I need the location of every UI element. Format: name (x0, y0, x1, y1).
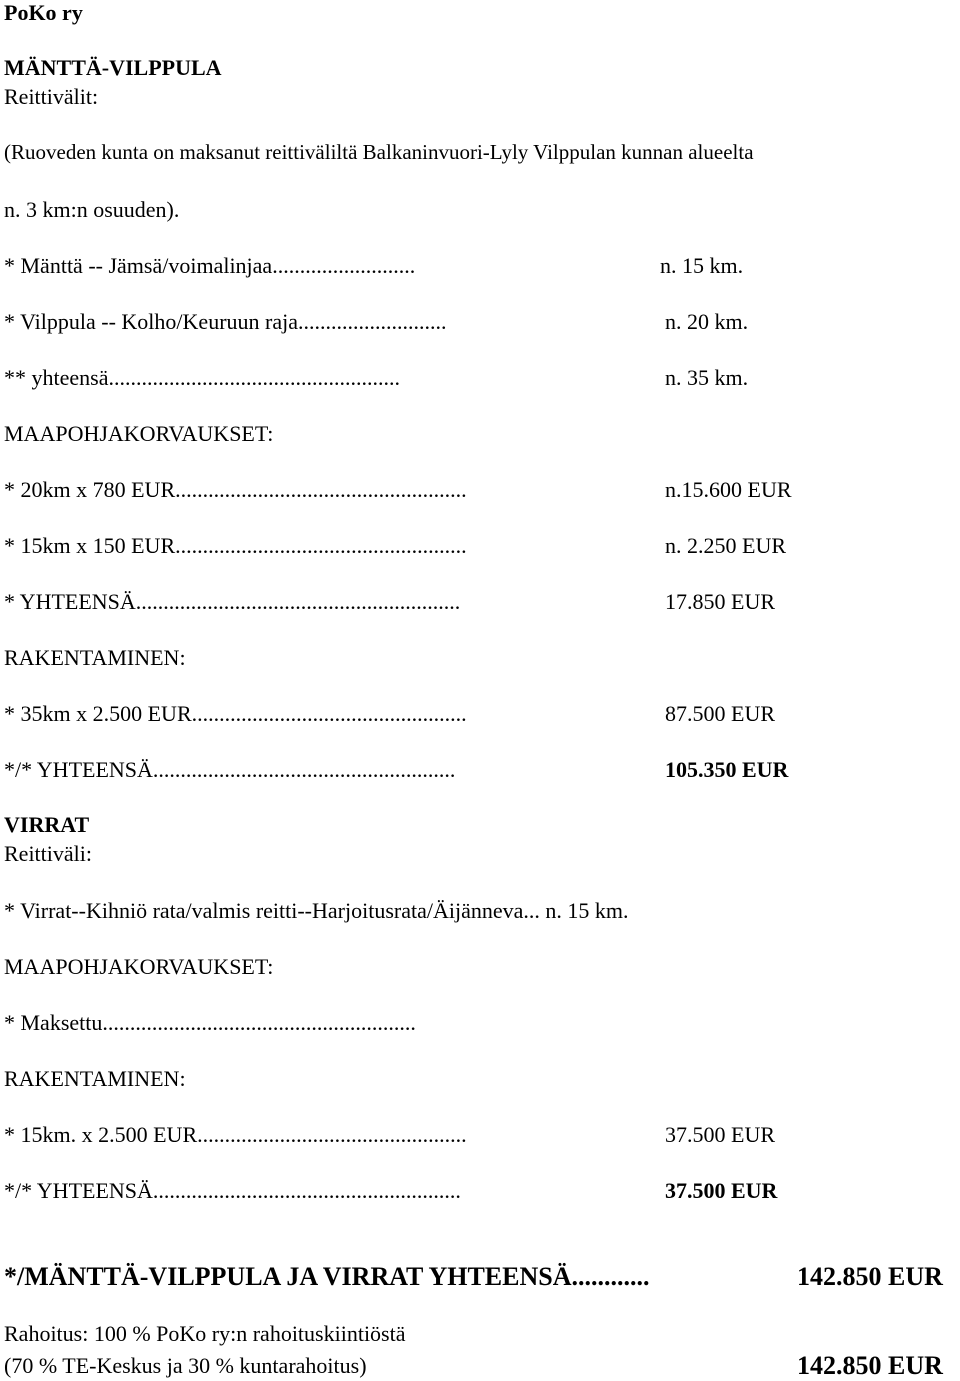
route-value: n. 35 km. (665, 365, 749, 390)
construction-label: * 35km x 2.500 EUR.................................................. (4, 701, 467, 726)
land-label: * 20km x 780 EUR..................................................... (4, 477, 467, 502)
note-line-2: n. 3 km:n osuuden). (4, 197, 180, 222)
route-value: n. 15 km. (660, 253, 744, 278)
land-compensation-heading: MAAPOHJAKORVAUKSET: (4, 421, 274, 446)
route-label: * Mänttä -- Jämsä/voimalinjaa.......................... (4, 253, 416, 278)
section-total-value: 105.350 EUR (665, 757, 789, 782)
section-total-label: */* YHTEENSÄ........................................................ (4, 1178, 461, 1203)
section-title-mantta-vilppula: MÄNTTÄ-VILPPULA (4, 55, 222, 80)
funding-line-2: (70 % TE-Keskus ja 30 % kuntarahoitus) (4, 1353, 367, 1378)
construction-value: 87.500 EUR (665, 701, 775, 726)
land-value: n.15.600 EUR (665, 477, 792, 502)
land-total-label: * YHTEENSÄ........................................................... (4, 589, 461, 614)
section-total-label: */* YHTEENSÄ....................................................... (4, 757, 456, 782)
land-compensation-heading: MAAPOHJAKORVAUKSET: (4, 954, 274, 979)
route-label: ** yhteensä..................................................... (4, 365, 400, 390)
section-title-virrat: VIRRAT (4, 812, 90, 837)
note-line-1: (Ruoveden kunta on maksanut reittiväliltä Balkaninvuori-Lyly Vilppulan kunnan alueelta (4, 140, 754, 164)
land-label: * 15km x 150 EUR..................................................... (4, 533, 467, 558)
funding-line-1: Rahoitus: 100 % PoKo ry:n rahoituskiintiöstä (4, 1321, 406, 1346)
organization-name: PoKo ry (4, 0, 83, 25)
route-label: * Vilppula -- Kolho/Keuruun raja........................... (4, 309, 447, 334)
construction-label: * 15km. x 2.500 EUR................................................. (4, 1122, 467, 1147)
section-subtitle-routes: Reittivälit: (4, 84, 99, 109)
construction-value: 37.500 EUR (665, 1122, 775, 1147)
land-total-value: 17.850 EUR (665, 589, 775, 614)
funding-value: 142.850 EUR (797, 1351, 943, 1380)
section-subtitle-route: Reittiväli: (4, 841, 92, 866)
construction-heading: RAKENTAMINEN: (4, 1066, 186, 1091)
section-total-value: 37.500 EUR (665, 1178, 778, 1203)
land-value: n. 2.250 EUR (665, 533, 786, 558)
virrat-route-line: * Virrat--Kihniö rata/valmis reitti--Harjoitusrata/Äijänneva... n. 15 km. (4, 898, 629, 923)
construction-heading: RAKENTAMINEN: (4, 645, 186, 670)
grand-total-value: 142.850 EUR (797, 1262, 943, 1291)
route-value: n. 20 km. (665, 309, 749, 334)
land-paid-label: * Maksettu......................................................... (4, 1010, 416, 1035)
grand-total-label: */MÄNTTÄ-VILPPULA JA VIRRAT YHTEENSÄ............ (4, 1262, 650, 1291)
